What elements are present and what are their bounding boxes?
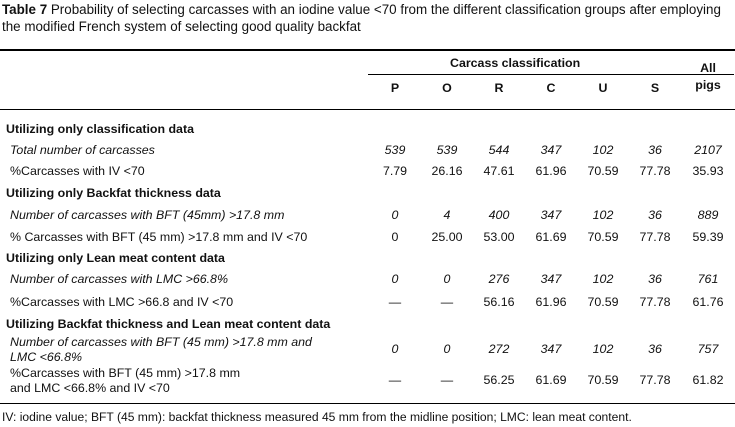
table-cell: — <box>388 295 402 309</box>
table-cell: 47.61 <box>483 164 515 178</box>
row-label-line2: LMC <66.8% <box>10 350 82 364</box>
col-header-s: S <box>650 81 660 95</box>
table-cell: 0 <box>391 208 399 222</box>
table-cell: 70.59 <box>587 295 619 309</box>
col-header-r: R <box>494 81 504 95</box>
table-cell: 272 <box>488 342 510 356</box>
table-cell: — <box>388 373 402 387</box>
table-cell: 25.00 <box>431 230 463 244</box>
table-cell: 70.59 <box>587 164 619 178</box>
table-cell: 35.93 <box>692 164 724 178</box>
table-cell: 61.69 <box>535 373 567 387</box>
table-cell: 77.78 <box>639 164 671 178</box>
section-title: Utilizing only Backfat thickness data <box>6 186 221 200</box>
table-cell: 0 <box>443 342 451 356</box>
row-label: Total number of carcasses <box>10 143 155 157</box>
row-label-line1: %Carcasses with BFT (45 mm) >17.8 mm <box>10 366 241 380</box>
table-cell: 56.25 <box>483 373 515 387</box>
table-cell: 347 <box>540 342 562 356</box>
row-label-line1: Number of carcasses with BFT (45 mm) >17.8 mm and <box>10 335 312 349</box>
table-cell: 102 <box>592 272 614 286</box>
table-cell: 36 <box>648 143 662 157</box>
table-cell: 0 <box>391 272 399 286</box>
table-cell: 539 <box>384 143 406 157</box>
row-label: % Carcasses with BFT (45 mm) >17.8 mm and IV <70 <box>10 230 308 244</box>
row-label: %Carcasses with IV <70 <box>10 164 145 178</box>
table-cell: 77.78 <box>639 295 671 309</box>
table-cell: 761 <box>697 272 719 286</box>
table-cell: 102 <box>592 143 614 157</box>
table-cell: 889 <box>697 208 719 222</box>
table-cell: 2107 <box>694 143 722 157</box>
table-cell: 347 <box>540 272 562 286</box>
table-cell: 0 <box>391 342 399 356</box>
table-cell: 539 <box>436 143 458 157</box>
table-cell: 61.96 <box>535 164 567 178</box>
table-cell: 7.79 <box>382 164 408 178</box>
table-cell: — <box>440 295 454 309</box>
section-title: Utilizing only classification data <box>6 122 194 136</box>
group-header: Carcass classification <box>450 56 581 70</box>
table-footnote: IV: iodine value; BFT (45 mm): backfat thickness measured 45 mm from the midline position; LMC: lean meat content. <box>2 410 632 424</box>
table-cell: — <box>440 373 454 387</box>
table-cell: 544 <box>488 143 510 157</box>
row-label-line2: and LMC <66.8% and IV <70 <box>10 381 170 395</box>
all-pigs-header-line2: pigs <box>695 78 721 92</box>
table-cell: 400 <box>488 208 510 222</box>
header-rule <box>0 109 735 110</box>
table-cell: 276 <box>488 272 510 286</box>
table-cell: 102 <box>592 342 614 356</box>
group-underline <box>368 74 734 75</box>
table-cell: 36 <box>648 272 662 286</box>
row-label: Number of carcasses with BFT (45mm) >17.8 mm <box>10 208 285 222</box>
table-label: Table 7 <box>2 2 48 17</box>
table-title: Probability of selecting carcasses with an iodine value <70 from the different classification groups after employing the modified French system of selecting good quality backfat <box>2 2 721 34</box>
table-cell: 70.59 <box>587 230 619 244</box>
table-cell: 102 <box>592 208 614 222</box>
table-cell: 77.78 <box>639 230 671 244</box>
table-cell: 61.76 <box>692 295 724 309</box>
table-cell: 77.78 <box>639 373 671 387</box>
table-cell: 59.39 <box>692 230 724 244</box>
table-cell: 53.00 <box>483 230 515 244</box>
top-rule <box>0 49 735 51</box>
bottom-rule <box>0 403 735 404</box>
table-cell: 61.96 <box>535 295 567 309</box>
col-header-u: U <box>598 81 608 95</box>
table-cell: 36 <box>648 208 662 222</box>
all-pigs-header-line1: All <box>700 61 716 75</box>
table-cell: 4 <box>443 208 451 222</box>
table-cell: 347 <box>540 143 562 157</box>
section-title: Utilizing Backfat thickness and Lean meat content data <box>6 317 331 331</box>
table-cell: 26.16 <box>431 164 463 178</box>
table-cell: 347 <box>540 208 562 222</box>
row-label: %Carcasses with LMC >66.8 and IV <70 <box>10 295 234 309</box>
table-caption <box>2 2 732 35</box>
table-cell: 56.16 <box>483 295 515 309</box>
col-header-p: P <box>390 81 400 95</box>
col-header-o: O <box>442 81 452 95</box>
table-cell: 0 <box>443 272 451 286</box>
table-cell: 61.82 <box>692 373 724 387</box>
table-cell: 757 <box>697 342 719 356</box>
table-cell: 36 <box>648 342 662 356</box>
section-title: Utilizing only Lean meat content data <box>6 251 225 265</box>
table-cell: 0 <box>391 230 399 244</box>
col-header-c: C <box>546 81 556 95</box>
row-label: Number of carcasses with LMC >66.8% <box>10 272 228 286</box>
table-cell: 61.69 <box>535 230 567 244</box>
table-cell: 70.59 <box>587 373 619 387</box>
